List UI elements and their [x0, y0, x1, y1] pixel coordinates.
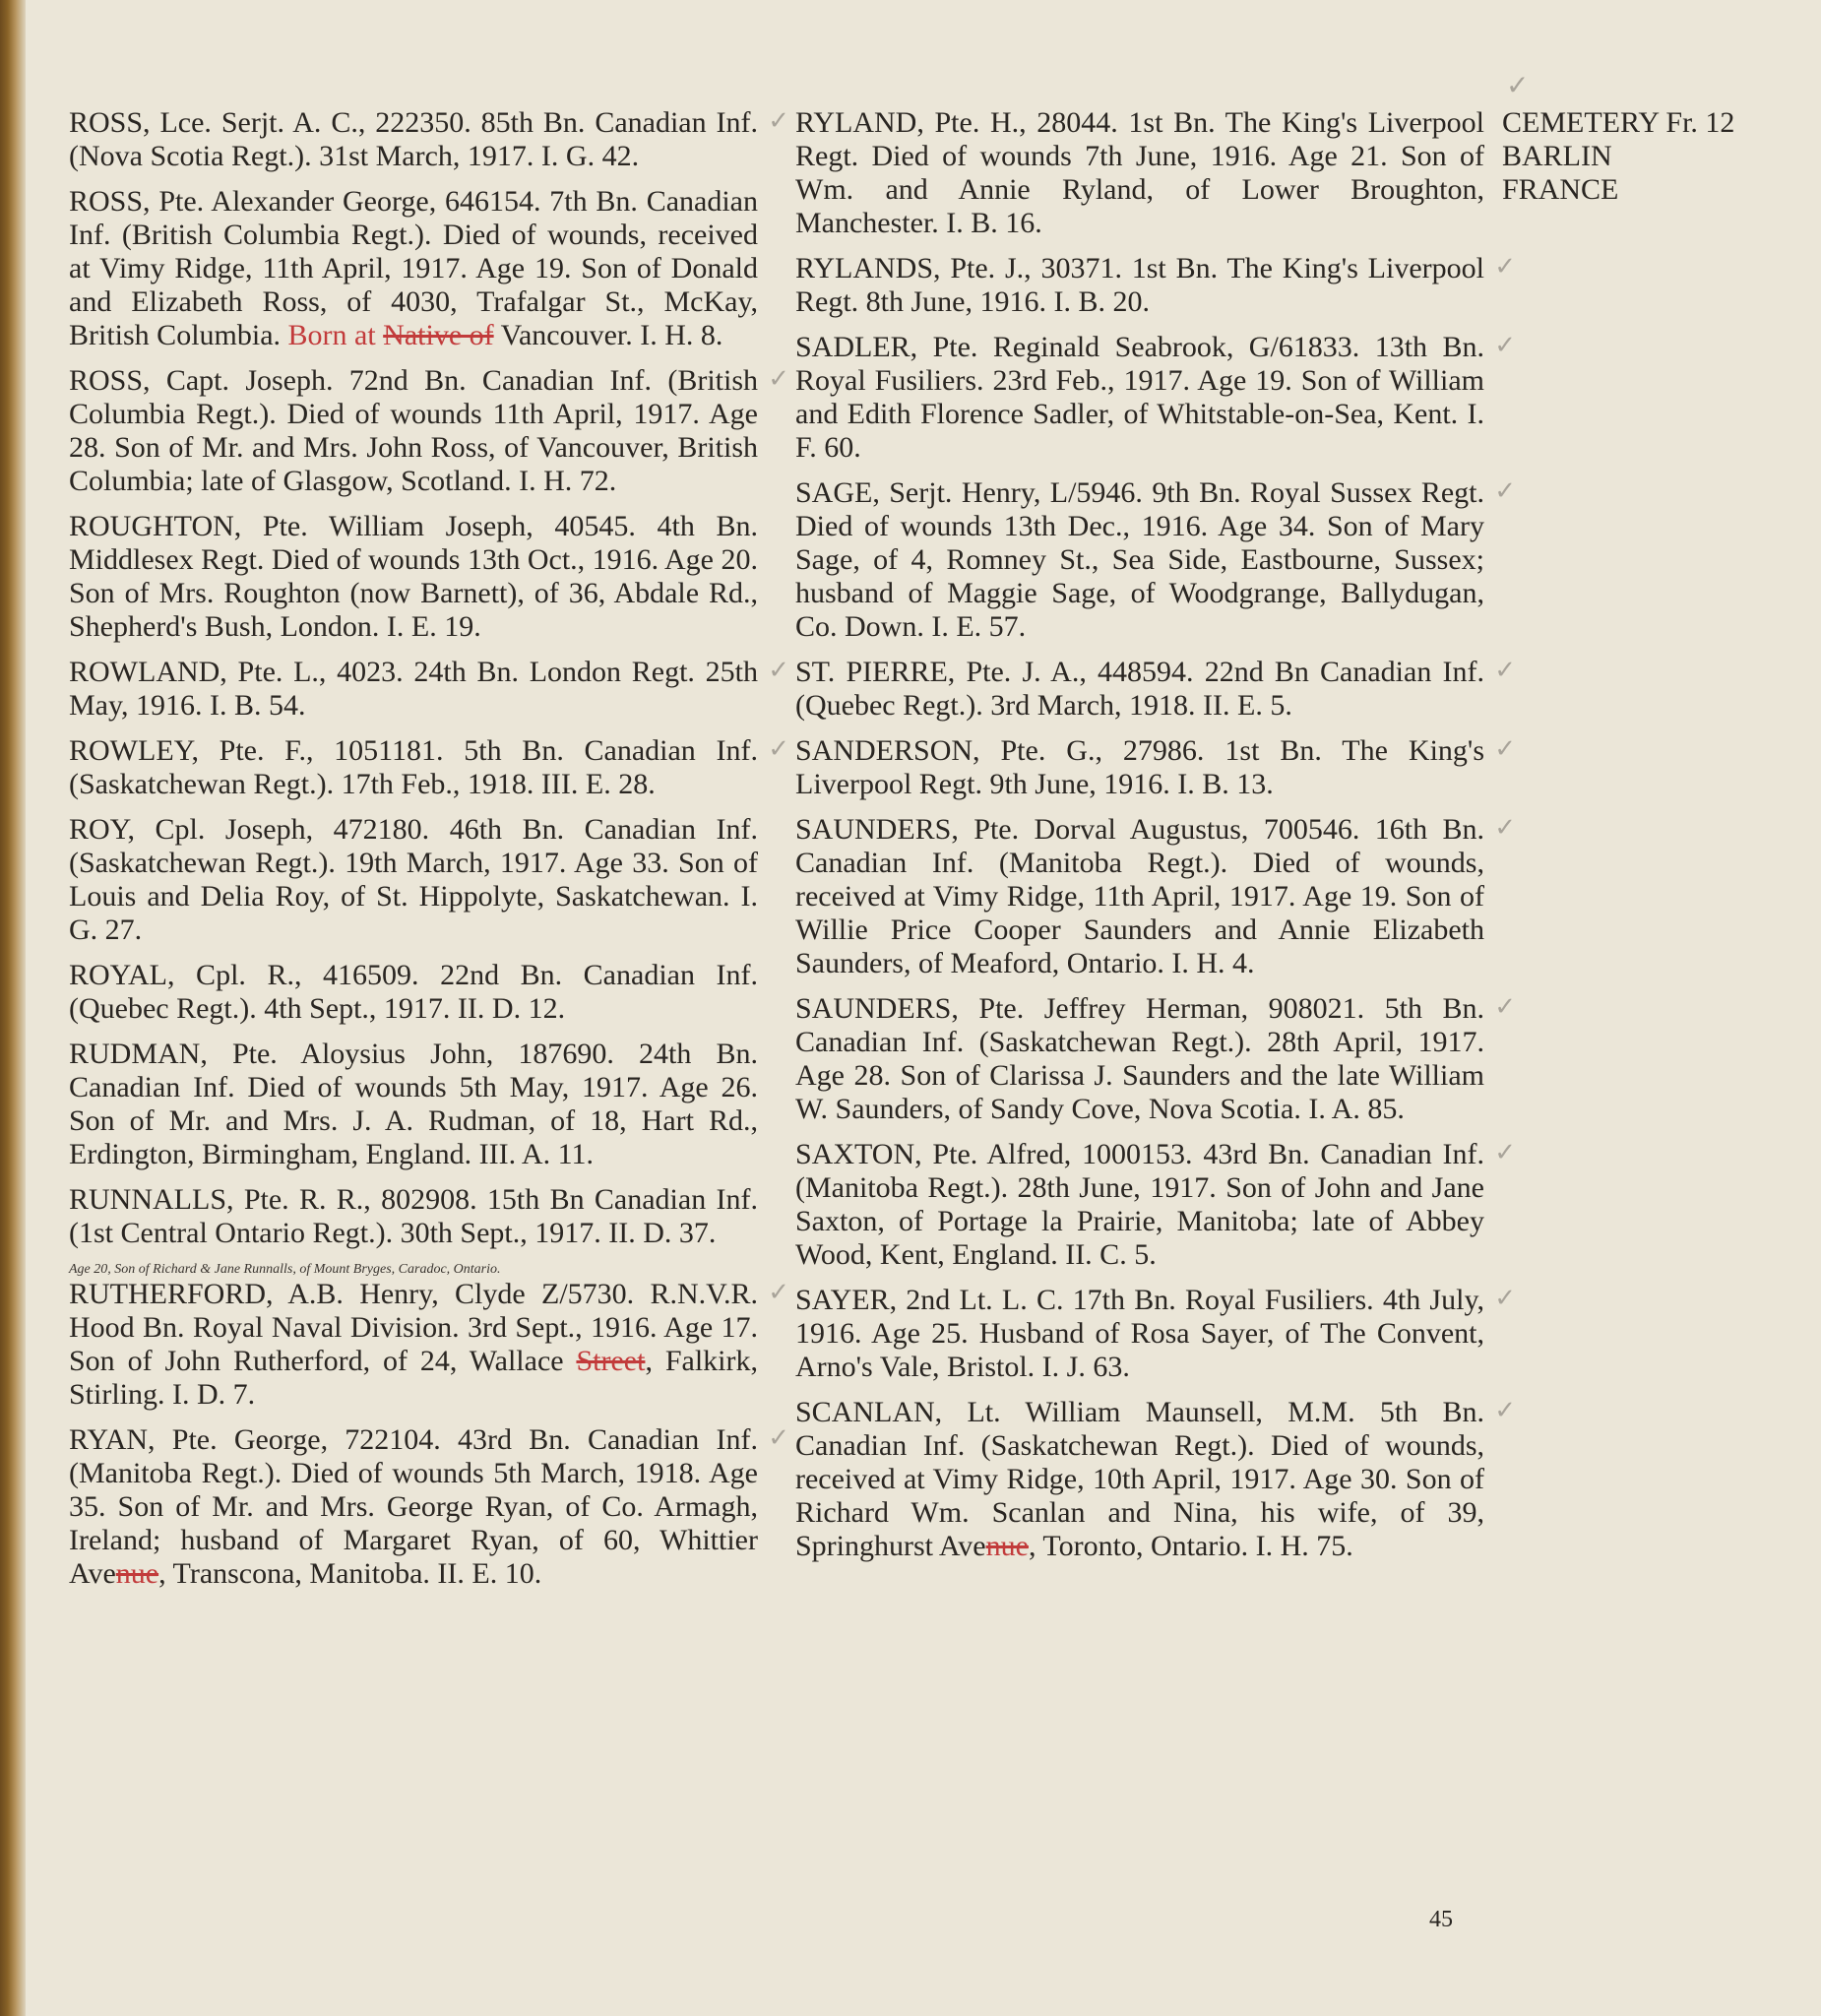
checkmark-icon: ✓: [1506, 69, 1530, 101]
register-entry: RUNNALLS, Pte. R. R., 802908. 15th Bn Canadian Inf. (1st Central Ontario Regt.). 30th Sept., 1917. II. D. 37.: [69, 1183, 758, 1249]
checkmark-icon: ✓: [768, 364, 789, 394]
left-column: [69, 106, 789, 1603]
checkmark-icon: ✓: [1494, 813, 1516, 843]
register-entry: ROSS, Lce. Serjt. A. C., 222350. 85th Bn. Canadian Inf. (Nova Scotia Regt.). 31st March, 1917. I. G. 42. ✓: [69, 106, 789, 172]
register-entry: SAUNDERS, Pte. Jeffrey Herman, 908021. 5th Bn. Canadian Inf. (Saskatchewan Regt.). 28th April, 1917. Age 28. Son of Clarissa J. Saunders and the late William W. Saunders, of Sandy Cove, Nova Scotia. I. A. 85. ✓: [795, 992, 1516, 1125]
struck-text: Street: [576, 1345, 646, 1377]
register-entry: ROWLEY, Pte. F., 1051181. 5th Bn. Canadian Inf. (Saskatchewan Regt.). 17th Feb., 1918. III. E. 28. ✓: [69, 734, 789, 800]
checkmark-icon: ✓: [1494, 734, 1516, 764]
register-entry: RUDMAN, Pte. Aloysius John, 187690. 24th Bn. Canadian Inf. Died of wounds 5th May, 1917. Age 26. Son of Mr. and Mrs. J. A. Rudman, of 18, Hart Rd., Erdington, Birmingham, England. III. A. 11.: [69, 1038, 758, 1170]
register-entry: ST. PIERRE, Pte. J. A., 448594. 22nd Bn Canadian Inf. (Quebec Regt.). 3rd March, 1918. II. E. 5. ✓: [795, 656, 1516, 722]
checkmark-icon: ✓: [768, 734, 789, 764]
register-entry: SAYER, 2nd Lt. L. C. 17th Bn. Royal Fusiliers. 4th July, 1916. Age 25. Husband of Rosa Sayer, of The Convent, Arno's Vale, Bristol. I. J. 63. ✓: [795, 1284, 1516, 1383]
checkmark-icon: ✓: [1494, 1284, 1516, 1313]
register-entry: ROWLAND, Pte. L., 4023. 24th Bn. London Regt. 25th May, 1916. I. B. 54. ✓: [69, 656, 789, 722]
register-entry: ROY, Cpl. Joseph, 472180. 46th Bn. Canadian Inf. (Saskatchewan Regt.). 19th March, 1917. Age 33. Son of Louis and Delia Roy, of St. Hippolyte, Saskatchewan. I. G. 27.: [69, 813, 758, 946]
checkmark-icon: ✓: [768, 106, 789, 136]
checkmark-icon: ✓: [1494, 1396, 1516, 1425]
register-entry: ROYAL, Cpl. R., 416509. 22nd Bn. Canadian Inf. (Quebec Regt.). 4th Sept., 1917. II. D. 12.: [69, 959, 758, 1025]
register-entry: SCANLAN, Lt. William Maunsell, M.M. 5th Bn. Canadian Inf. (Saskatchewan Regt.). Died of wounds, received at Vimy Ridge, 10th April, 1917. Age 30. Son of Richard Wm. Scanlan and Nina, his wife, of 39, Springhurst Avenue, Toronto, Ontario. I. H. 75. ✓: [795, 1396, 1516, 1562]
checkmark-icon: ✓: [1494, 331, 1516, 360]
checkmark-icon: ✓: [1494, 992, 1516, 1022]
register-entry: ROSS, Pte. Alexander George, 646154. 7th Bn. Canadian Inf. (British Columbia Regt.). Died of wounds, received at Vimy Ridge, 11th April, 1917. Age 19. Son of Donald and Elizabeth Ross, of 4030, Trafalgar St., McKay, British Columbia. Born at Native of Vancouver. I. H. 8.: [69, 185, 758, 351]
register-entry: SAUNDERS, Pte. Dorval Augustus, 700546. 16th Bn. Canadian Inf. (Manitoba Regt.). Died of wounds, received at Vimy Ridge, 11th April, 1917. Age 19. Son of Willie Price Cooper Saunders and Annie Elizabeth Saunders, of Meaford, Ontario. I. H. 4. ✓: [795, 813, 1516, 979]
struck-text: Native of: [383, 319, 494, 351]
struck-text: nue: [985, 1530, 1029, 1562]
handwritten-correction: Born at: [287, 319, 376, 351]
register-entry: RYAN, Pte. George, 722104. 43rd Bn. Canadian Inf. (Manitoba Regt.). Died of wounds 5th March, 1918. Age 35. Son of Mr. and Mrs. George Ryan, of Co. Armagh, Ireland; husband of Margaret Ryan, of 60, Whittier Avenue, Transcona, Manitoba. II. E. 10. ✓: [69, 1423, 789, 1590]
cemetery-country: FRANCE: [1502, 173, 1619, 206]
checkmark-icon: ✓: [1494, 656, 1516, 685]
cemetery-place: BARLIN: [1502, 140, 1612, 172]
cemetery-name: CEMETERY Fr. 12: [1502, 106, 1735, 139]
checkmark-icon: ✓: [1494, 476, 1516, 506]
register-entry: RUTHERFORD, A.B. Henry, Clyde Z/5730. R.N.V.R. Hood Bn. Royal Naval Division. 3rd Sept., 1916. Age 17. Son of John Rutherford, of 24, Wallace Street, Falkirk, Stirling. I. D. 7. ✓: [69, 1278, 789, 1411]
register-entry: SADLER, Pte. Reginald Seabrook, G/61833. 13th Bn. Royal Fusiliers. 23rd Feb., 1917. Age 19. Son of William and Edith Florence Sadler, of Whitstable-on-Sea, Kent. I. F. 60. ✓: [795, 331, 1516, 464]
register-entry: SAXTON, Pte. Alfred, 1000153. 43rd Bn. Canadian Inf. (Manitoba Regt.). 28th June, 1917. Son of John and Jane Saxton, of Portage la Prairie, Manitoba; late of Abbey Wood, Kent, England. II. C. 5. ✓: [795, 1138, 1516, 1271]
register-entry: ROUGHTON, Pte. William Joseph, 40545. 4th Bn. Middlesex Regt. Died of wounds 13th Oct., 1916. Age 20. Son of Mrs. Roughton (now Barnett), of 36, Abdale Rd., Shepherd's Bush, London. I. E. 19.: [69, 510, 758, 643]
register-entry: SANDERSON, Pte. G., 27986. 1st Bn. The King's Liverpool Regt. 9th June, 1916. I. B. 13. ✓: [795, 734, 1516, 800]
checkmark-icon: ✓: [1494, 1138, 1516, 1167]
register-entry: RYLANDS, Pte. J., 30371. 1st Bn. The King's Liverpool Regt. 8th June, 1916. I. B. 20. ✓: [795, 252, 1516, 318]
checkmark-icon: ✓: [768, 656, 789, 685]
right-column: [795, 106, 1516, 1575]
checkmark-icon: ✓: [768, 1423, 789, 1453]
checkmark-icon: ✓: [1494, 252, 1516, 282]
register-entry: ROSS, Capt. Joseph. 72nd Bn. Canadian Inf. (British Columbia Regt.). Died of wounds 11th April, 1917. Age 28. Son of Mr. and Mrs. John Ross, of Vancouver, British Columbia; late of Glasgow, Scotland. I. H. 72. ✓: [69, 364, 789, 497]
cemetery-heading: [1502, 106, 1734, 207]
page-number: 45: [1429, 1907, 1453, 1932]
handwritten-note: Age 20, Son of Richard & Jane Runnalls, of Mount Bryges, Caradoc, Ontario.: [69, 1262, 501, 1277]
register-entry: RYLAND, Pte. H., 28044. 1st Bn. The King's Liverpool Regt. Died of wounds 7th June, 1916. Age 21. Son of Wm. and Annie Ryland, of Lower Broughton, Manchester. I. B. 16.: [795, 106, 1484, 239]
checkmark-icon: ✓: [768, 1278, 789, 1307]
struck-text: nue: [115, 1557, 159, 1590]
register-entry: SAGE, Serjt. Henry, L/5946. 9th Bn. Royal Sussex Regt. Died of wounds 13th Dec., 1916. Age 34. Son of Mary Sage, of 4, Romney St., Sea Side, Eastbourne, Sussex; husband of Maggie Sage, of Woodgrange, Ballydugan, Co. Down. I. E. 57. ✓: [795, 476, 1516, 643]
